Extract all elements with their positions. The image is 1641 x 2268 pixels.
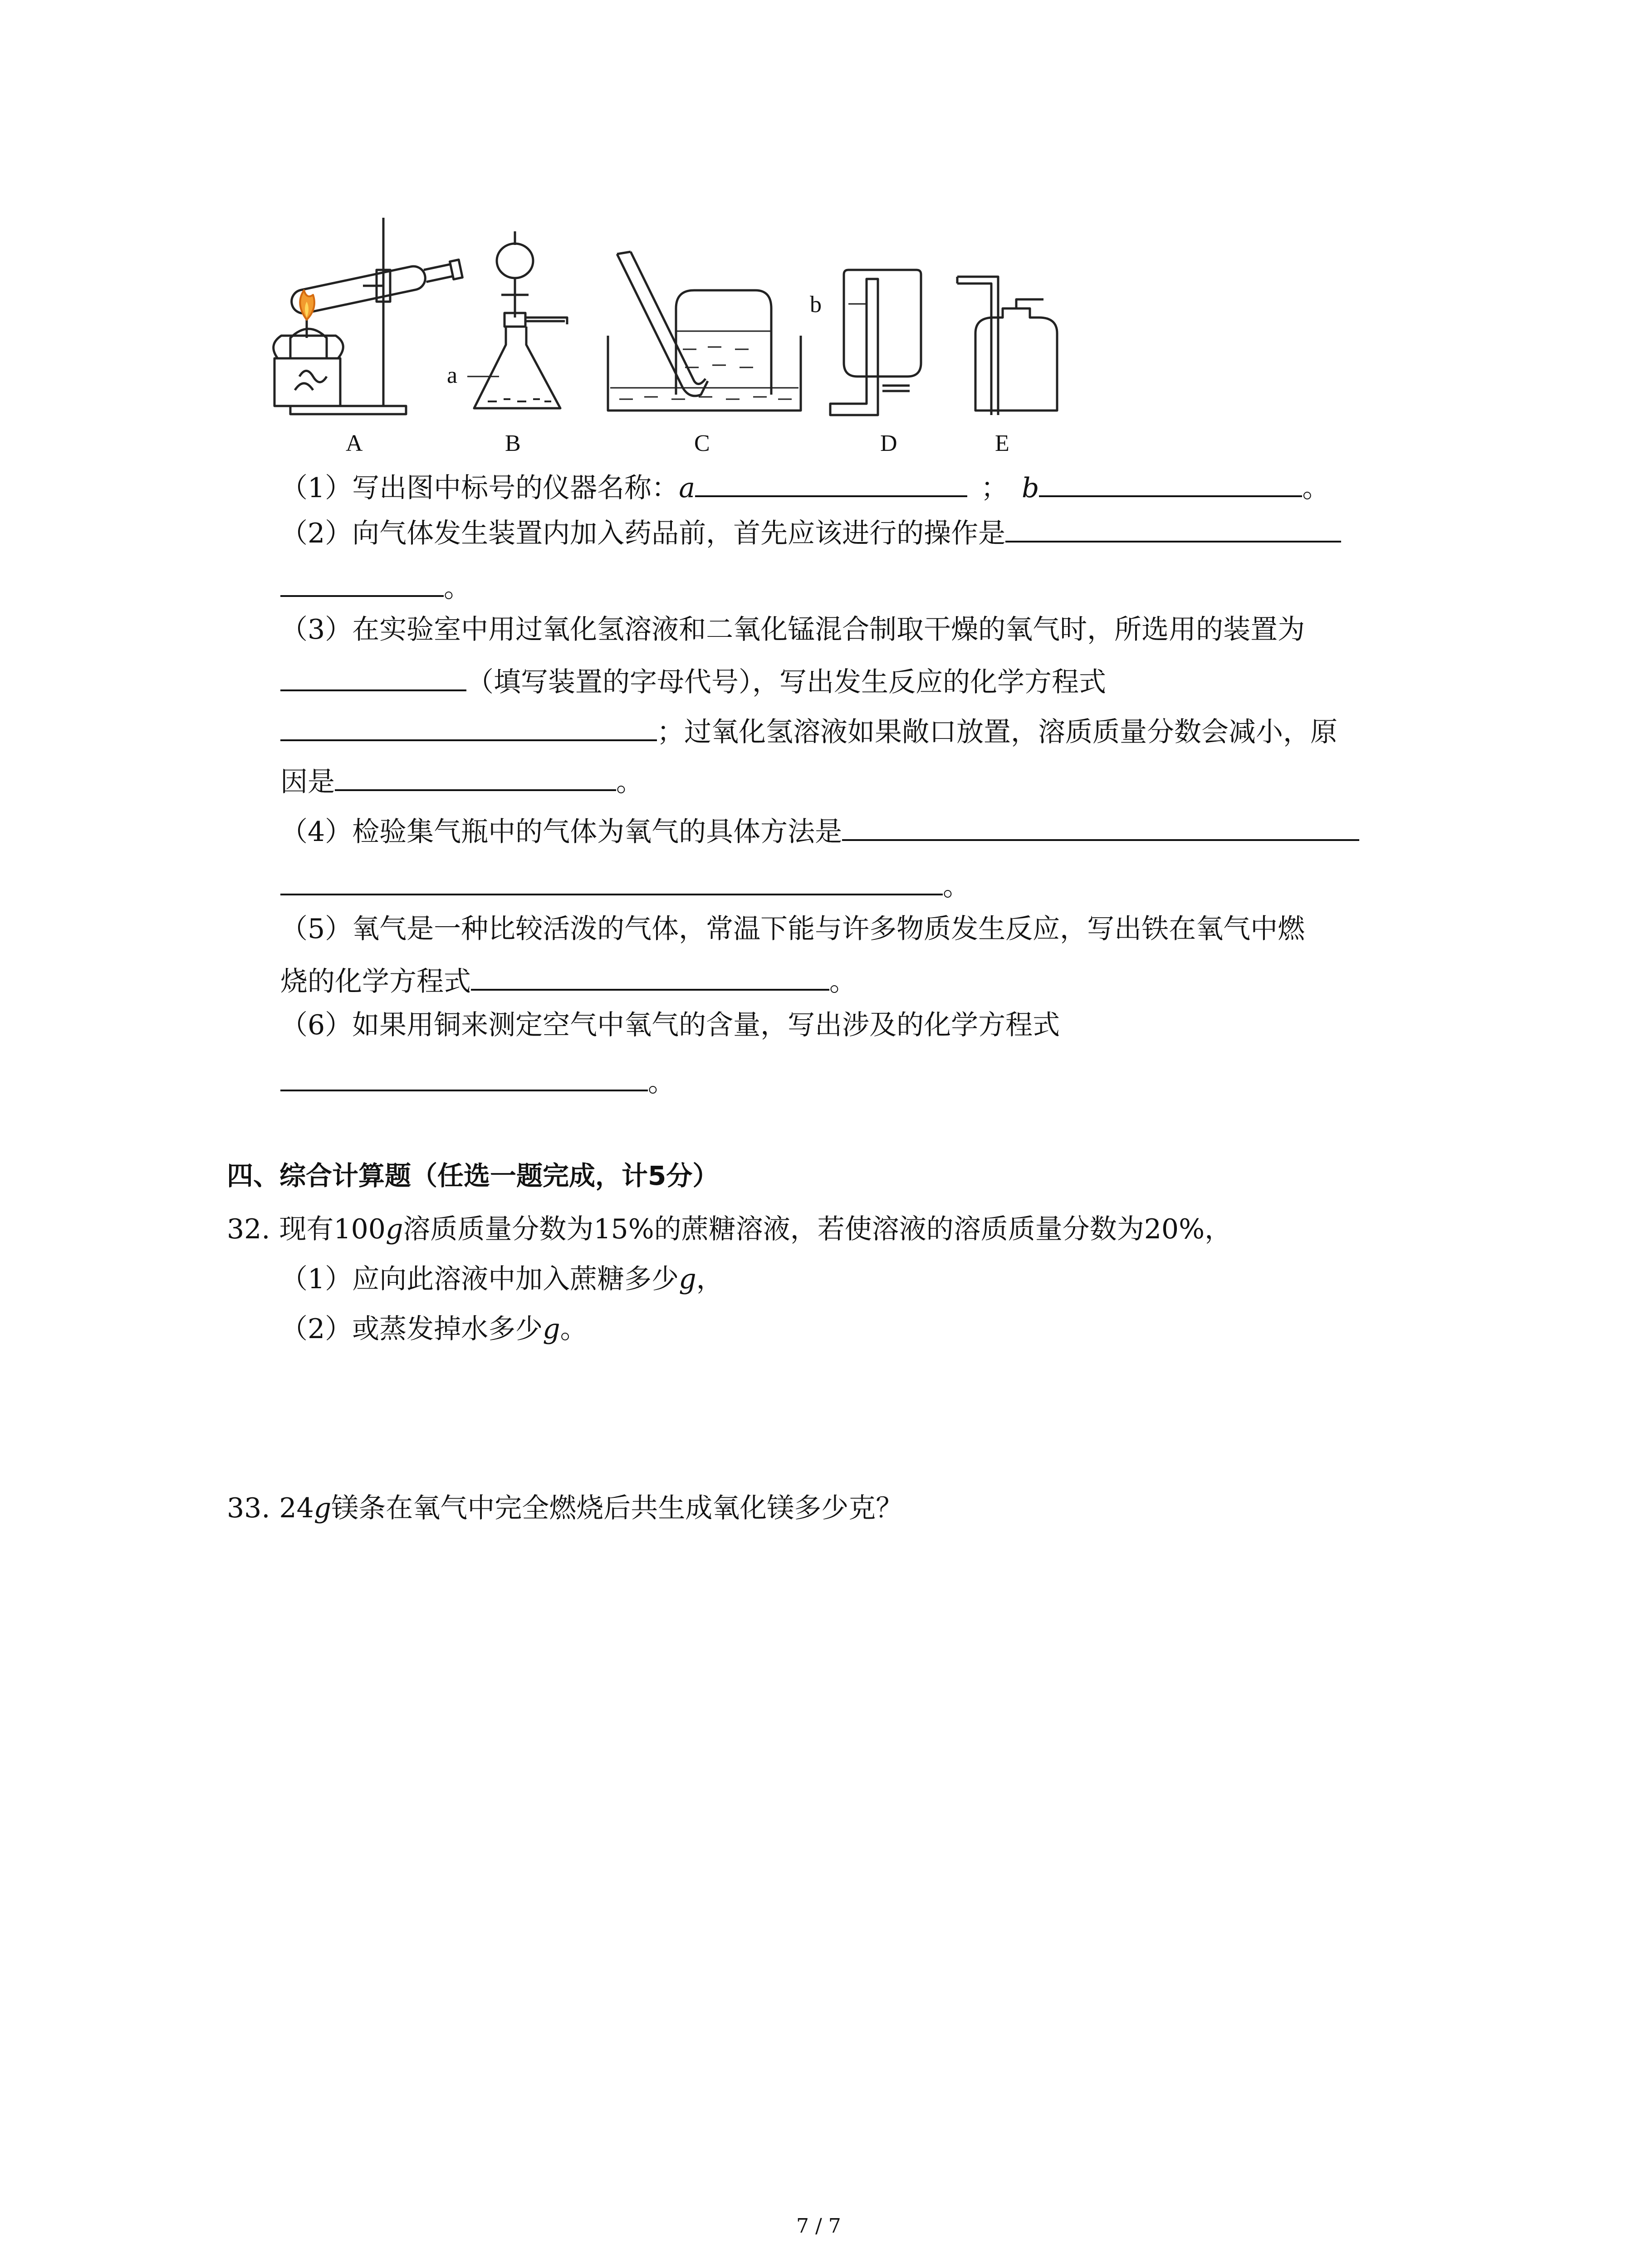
part1-b: b <box>1021 472 1039 504</box>
answer-blank-b[interactable] <box>1039 467 1302 497</box>
q31-part5-line2: 烧的化学方程式 。 <box>280 961 857 1000</box>
q31-part3-line1: （3）在实验室中用过氧化氢溶液和二氧化锰混合制取干燥的氧气时，所选用的装置为 <box>280 614 1305 645</box>
q32-number: 32. <box>227 1213 270 1245</box>
q31-part6-cont: 。 <box>280 1061 675 1100</box>
apparatus-a-drawing <box>274 218 463 414</box>
q31-part1: （1）写出图中标号的仪器名称：a ； b 。 <box>280 467 1329 506</box>
answer-blank-2a[interactable] <box>1005 513 1341 543</box>
answer-blank-3a[interactable] <box>280 661 466 691</box>
answer-blank-3b[interactable] <box>280 711 657 741</box>
section-heading: 四、综合计算题（任选一题完成，计5分） <box>227 1160 719 1191</box>
q31-part6: （6）如果用铜来测定空气中氧气的含量，写出涉及的化学方程式 <box>280 1009 1060 1041</box>
q31-part3-line4: 因是 。 <box>280 761 643 800</box>
label-B: B <box>505 430 521 456</box>
q33-stem: 33. 24g镁条在氧气中完全燃烧后共生成氧化镁多少克？ <box>227 1492 903 1524</box>
q32-sub1: （1）应向此溶液中加入蔗糖多少g， <box>280 1263 724 1295</box>
part1-a: a <box>679 472 695 504</box>
label-E: E <box>995 430 1009 456</box>
q33-number: 33. <box>227 1492 270 1524</box>
marker-a-label: a <box>447 362 458 388</box>
q32-stem: 32. 现有100g溶质质量分数为15%的蔗糖溶液，若使溶液的溶质质量分数为20%， <box>227 1213 1232 1245</box>
q31-part4-cont: 。 <box>280 865 970 904</box>
q31-part4: （4）检验集气瓶中的气体为氧气的具体方法是 <box>280 811 1359 850</box>
answer-blank-4a[interactable] <box>842 811 1359 841</box>
apparatus-c-drawing <box>608 252 801 411</box>
answer-blank-5[interactable] <box>471 961 829 991</box>
marker-b-label: b <box>810 292 822 318</box>
answer-blank-a[interactable] <box>695 467 967 497</box>
q31-part2: （2）向气体发生装置内加入药品前，首先应该进行的操作是 <box>280 513 1341 552</box>
q31-part3-line3: ；过氧化氢溶液如果敞口放置，溶质质量分数会减小，原 <box>280 711 1337 750</box>
q32-sub2: （2）或蒸发掉水多少g。 <box>280 1313 588 1345</box>
answer-blank-6[interactable] <box>280 1061 648 1091</box>
apparatus-b-drawing <box>467 231 567 408</box>
answer-blank-4b[interactable] <box>280 865 943 895</box>
apparatus-d-drawing <box>830 270 921 415</box>
apparatus-drawing <box>0 0 1641 454</box>
q31-part2-cont: 。 <box>280 567 471 606</box>
label-A: A <box>346 430 363 456</box>
page-number: 7 / 7 <box>796 2214 841 2238</box>
q31-part5-line1: （5）氧气是一种比较活泼的气体，常温下能与许多物质发生反应，写出铁在氧气中燃 <box>280 913 1305 945</box>
answer-blank-3c[interactable] <box>335 761 616 791</box>
label-C: C <box>694 430 710 456</box>
q31-part3-line2: （填写装置的字母代号），写出发生反应的化学方程式 <box>280 661 1106 700</box>
label-D: D <box>880 430 897 456</box>
apparatus-e-drawing <box>957 277 1057 415</box>
answer-blank-2b[interactable] <box>280 567 444 597</box>
